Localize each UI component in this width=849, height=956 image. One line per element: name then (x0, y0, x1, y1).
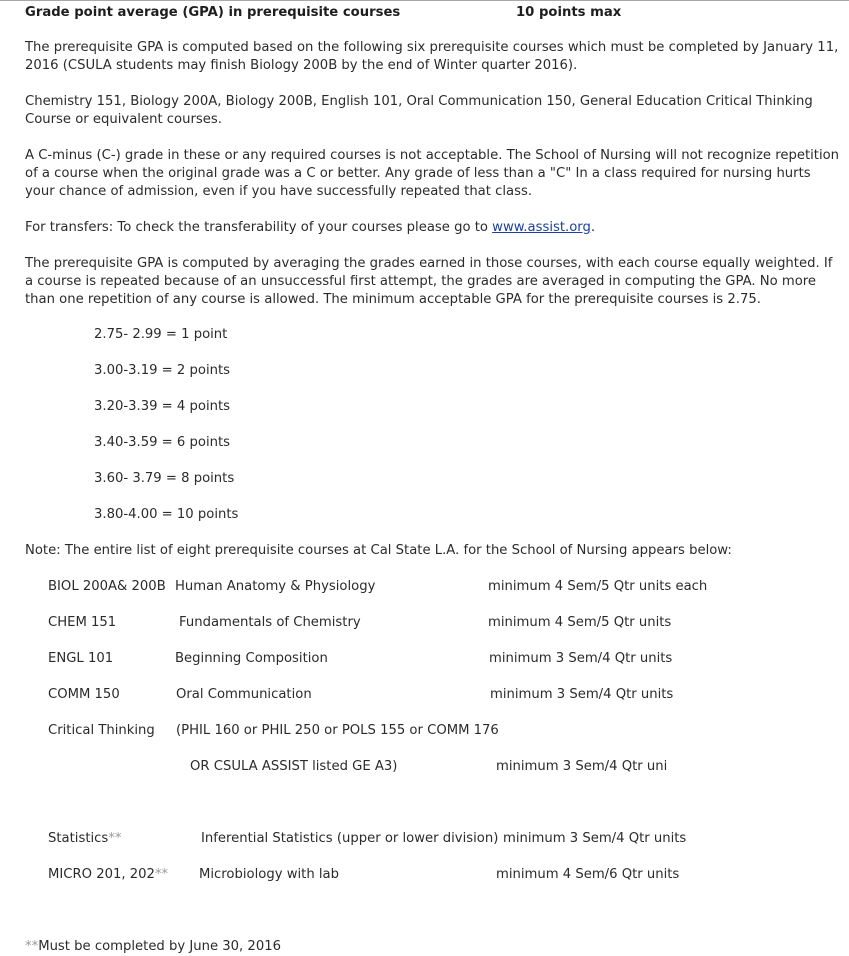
paragraph-gpa-computation: The prerequisite GPA is computed by averaging the grades earned in those courses, with each course equally weighted. If a course is repeated because of an unsuccessful first attempt, the grades are averaged in computing the GPA. No more than one repetition of any course is allowed. The minimum acceptable GPA for the prerequisite courses is 2.75. (25, 256, 833, 307)
course-units: minimum 3 Sem/4 Qtr units (490, 687, 674, 702)
course-name-continued: OR CSULA ASSIST listed GE A3) (190, 759, 398, 774)
gpa-scale-item: 3.40-3.59 = 6 points (94, 435, 231, 450)
course-name: Inferential Statistics (upper or lower division) (201, 831, 499, 846)
course-units: minimum 3 Sem/4 Qtr units (503, 831, 687, 846)
gpa-scale-item: 2.75- 2.99 = 1 point (94, 327, 228, 342)
transfers-text: For transfers: To check the transferability of your courses please go to (25, 220, 493, 235)
note-text: Note: The entire list of eight prerequisite courses at Cal State L.A. for the School of Nursing appears below: (25, 543, 732, 558)
max-points-label: 10 points max (516, 5, 622, 20)
course-name: Beginning Composition (175, 651, 328, 666)
paragraph-deadline: The prerequisite GPA is computed based on the following six prerequisite courses which must be completed by January 11, 2016 (CSULA students may finish Biology 200B by the end of Winter quarter 2016). (25, 40, 839, 73)
footnote-marker: ** (25, 939, 39, 954)
course-units: minimum 4 Sem/5 Qtr units (488, 615, 672, 630)
paragraph-transfers (25, 219, 840, 237)
footnote-marker: ** (154, 867, 169, 882)
course-code: ENGL 101 (48, 651, 114, 666)
course-units: minimum 4 Sem/5 Qtr units each (488, 579, 708, 594)
course-name: Microbiology with lab (199, 867, 339, 882)
course-code: BIOL 200A& 200B (48, 579, 166, 594)
gpa-scale-item: 3.20-3.39 = 4 points (94, 399, 231, 414)
course-units: minimum 4 Sem/6 Qtr units (496, 867, 680, 882)
course-name: Human Anatomy & Physiology (175, 579, 376, 594)
course-code (48, 867, 168, 882)
gpa-scale-item: 3.80-4.00 = 10 points (94, 507, 239, 522)
course-code: COMM 150 (48, 687, 120, 702)
footnote-marker: ** (108, 831, 122, 846)
gpa-scale-item: 3.00-3.19 = 2 points (94, 363, 231, 378)
course-code: Critical Thinking (48, 723, 155, 738)
section-title: Grade point average (GPA) in prerequisite courses (25, 5, 401, 20)
course-code-text: Statistics (48, 831, 109, 846)
course-name: Fundamentals of Chemistry (179, 615, 361, 630)
paragraph-course-list: Chemistry 151, Biology 200A, Biology 200B, English 101, Oral Communication 150, General Education Critical Thinking Course or equivalent courses. (25, 94, 813, 127)
course-units: minimum 3 Sem/4 Qtr uni (496, 759, 668, 774)
transfers-period: . (590, 220, 596, 235)
footnote-text: Must be completed by June 30, 2016 (38, 939, 281, 954)
course-code (48, 831, 121, 846)
course-code-text: MICRO 201, 202 (48, 867, 155, 882)
gpa-scale-item: 3.60- 3.79 = 8 points (94, 471, 235, 486)
footnote (25, 939, 281, 954)
course-name: (PHIL 160 or PHIL 250 or POLS 155 or COMM 176 (176, 723, 499, 738)
course-name: Oral Communication (176, 687, 312, 702)
course-code: CHEM 151 (48, 615, 117, 630)
assist-link[interactable]: www.assist.org (492, 220, 591, 235)
top-divider (0, 0, 849, 1)
paragraph-grade-policy: A C-minus (C-) grade in these or any required courses is not acceptable. The School of Nursing will not recognize repetition of a course when the original grade was a C or better. Any grade of less than a "C" In a class required for nursing hurts your chance of admission, even if you have successfully repeated that class. (25, 148, 840, 199)
course-units: minimum 3 Sem/4 Qtr units (489, 651, 673, 666)
